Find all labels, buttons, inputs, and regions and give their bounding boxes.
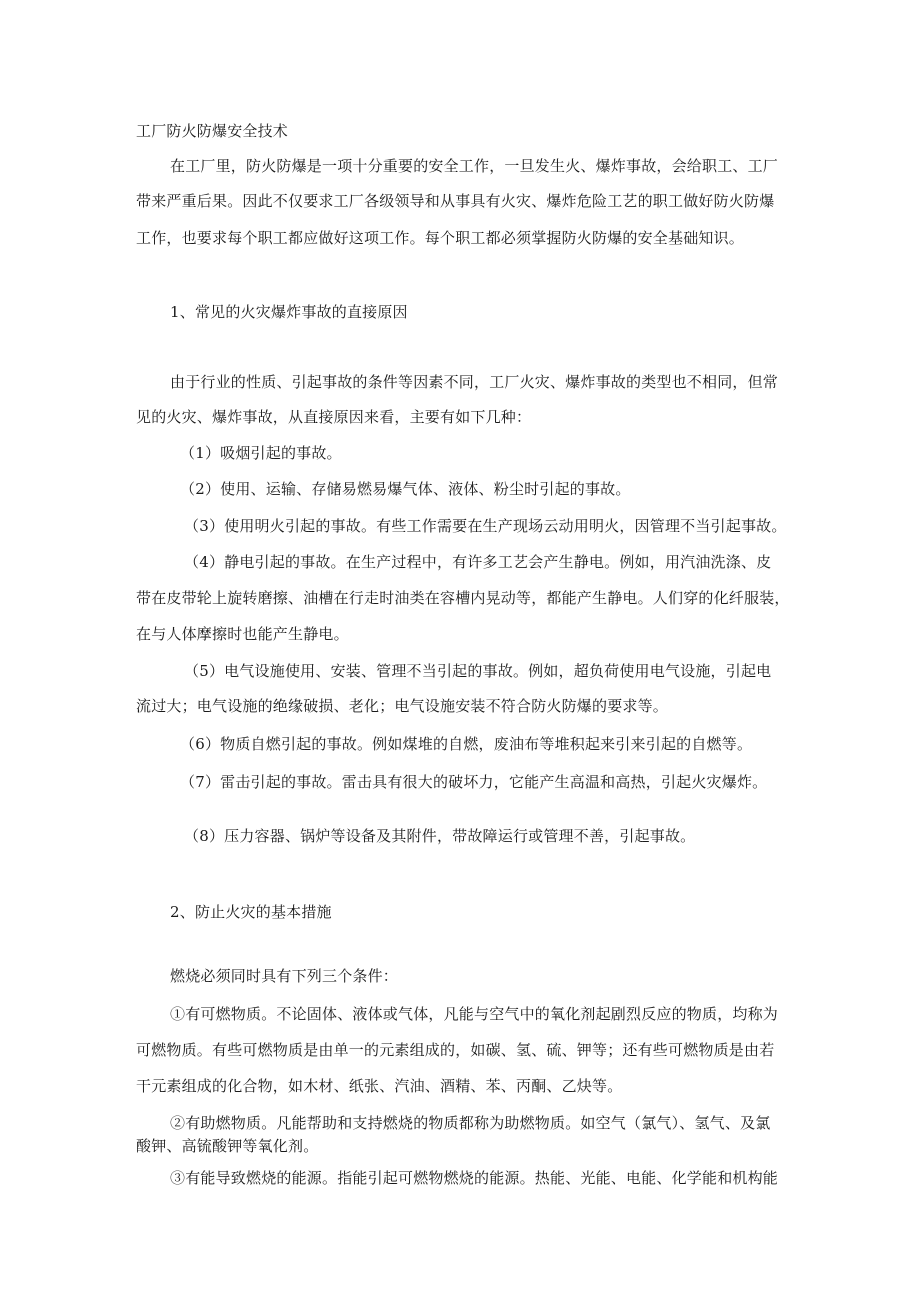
cause-item-4-line: 带在皮带轮上旋转磨擦、油槽在行走时油类在容槽内晃动等，都能产生静电。人们穿的化纤服装， [136, 589, 790, 607]
condition-2-line: 酸钾、高锍酸钾等氧化剂。 [136, 1137, 319, 1155]
section-2-heading: 2、防止火灾的基本措施 [170, 903, 332, 921]
intro-line: 在工厂里，防火防爆是一项十分重要的安全工作，一旦发生火、爆炸事故，会给职工、工厂 [170, 157, 779, 175]
cause-item-4-line: 在与人体摩擦时也能产生静电。 [136, 625, 349, 643]
cause-item-5-line: 流过大；电气设施的绝缘破损、老化；电气设施安装不符合防火防爆的要求等。 [136, 697, 669, 715]
section-1-heading: 1、常见的火灾爆炸事故的直接原因 [170, 303, 408, 321]
cause-item-1: （1）吸烟引起的事故。 [180, 444, 342, 462]
cause-item-8: （8）压力容器、锅炉等设备及其附件，带故障运行或管理不善，引起事故。 [184, 827, 696, 845]
cause-item-4-line: （4）静电引起的事故。在生产过程中，有许多工艺会产生静电。例如，用汽油洗涤、皮 [184, 553, 772, 571]
section-1-intro-line: 由于行业的性质、引起事故的条件等因素不同，工厂火灾、爆炸事故的类型也不相同，但常 [170, 373, 779, 391]
cause-item-2: （2）使用、运输、存储易燃易爆气体、液体、粉尘时引起的事故。 [180, 480, 631, 498]
intro-line: 带来严重后果。因此不仅要求工厂各级领导和从事具有火灾、爆炸危险工艺的职工做好防火防爆 [136, 192, 775, 210]
condition-2-line: ②有助燃物质。凡能帮助和支持燃烧的物质都称为助燃物质。如空气（氯气）、氢气、及氯 [170, 1114, 771, 1132]
condition-1-line: 可燃物质。有些可燃物质是由单一的元素组成的，如碳、氢、硫、钾等；还有些可燃物质是由若 [136, 1041, 775, 1059]
condition-1-line: ①有可燃物质。不论固体、液体或气体，凡能与空气中的氧化剂起剧烈反应的物质，均称为 [170, 1005, 779, 1023]
document-title: 工厂防火防爆安全技术 [136, 122, 289, 140]
condition-3-line: ③有能导致燃烧的能源。指能引起可燃物燃烧的能源。热能、光能、电能、化学能和机构能 [170, 1169, 779, 1187]
cause-item-7: （7）雷击引起的事故。雷击具有很大的破坏力，它能产生高温和高热，引起火灾爆炸。 [180, 773, 768, 791]
cause-item-5-line: （5）电气设施使用、安装、管理不当引起的事故。例如，超负荷使用电气设施，引起电 [184, 662, 772, 680]
cause-item-3: （3）使用明火引起的事故。有些工作需要在生产现场云动用明火，因管理不当引起事故。 [184, 517, 787, 535]
intro-line: 工作，也要求每个职工都应做好这项工作。每个职工都必须掌握防火防爆的安全基础知识。 [136, 229, 745, 247]
section-1-intro-line: 见的火灾、爆炸事故，从直接原因来看，主要有如下几种： [136, 408, 532, 426]
section-2-intro: 燃烧必须同时具有下列三个条件： [170, 967, 399, 985]
cause-item-6: （6）物质自燃引起的事故。例如煤堆的自燃，废油布等堆积起来引来引起的自燃等。 [180, 735, 753, 753]
condition-1-line: 干元素组成的化合物，如木材、纸张、汽油、酒精、苯、丙酮、乙炔等。 [136, 1077, 623, 1095]
